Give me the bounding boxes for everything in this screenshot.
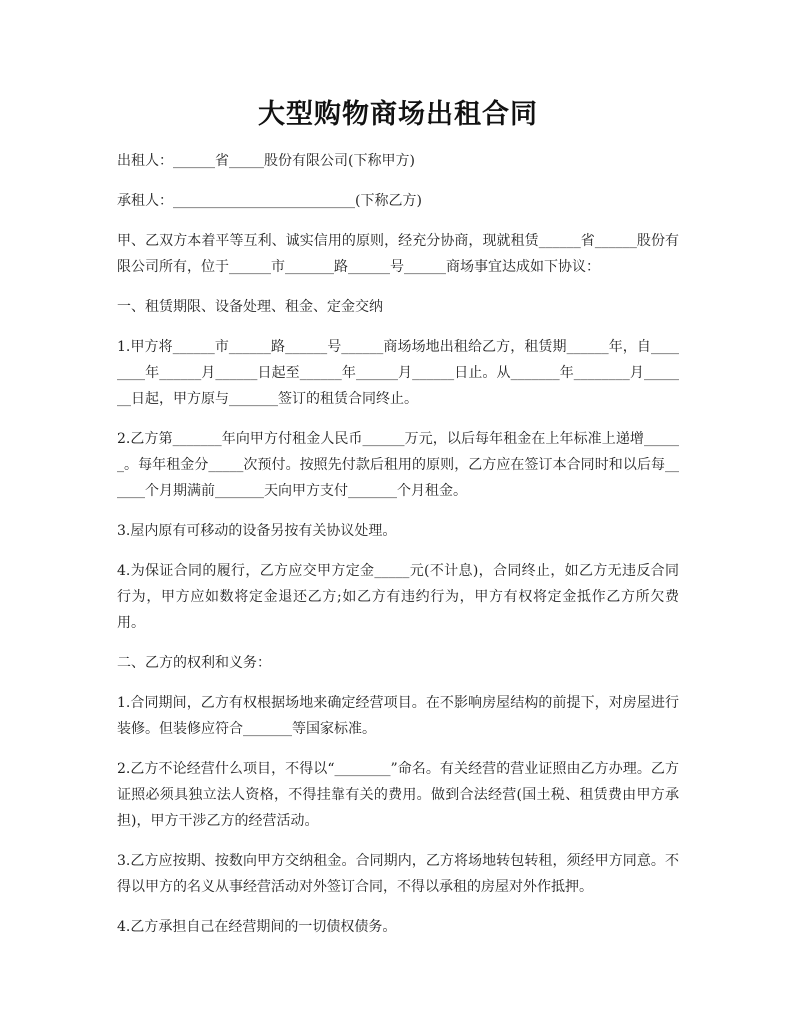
clause-2-1: 1.合同期间，乙方有权根据场地来确定经营项目。在不影响房屋结构的前提下，对房屋进行装修。但装修应符合_______等国家标准。 bbox=[117, 695, 679, 737]
clause-1-4: 4.为保证合同的履行，乙方应交甲方定金_____元(不计息)，合同终止，如乙方无违反合同行为，甲方应如数将定金退还乙方;如乙方有违约行为，甲方有权将定金抵作乙方所欠费用。 bbox=[117, 563, 679, 631]
clause-1-1: 1.甲方将______市______路______号______商场场地出租给乙方，租赁期______年，自________年______月______日起至______年______月______日止。从_______年________月_______日起，甲方原与_______签订的租赁合同终止。 bbox=[117, 339, 679, 407]
clause-2-4: 4.乙方承担自己在经营期间的一切债权债务。 bbox=[117, 919, 397, 935]
clause-2-3: 3.乙方应按期、按数向甲方交纳租金。合同期内，乙方将场地转包转租，须经甲方同意。不得以甲方的名义从事经营活动对外签订合同，不得以承租的房屋对外作抵押。 bbox=[117, 853, 679, 895]
clause-1-2: 2.乙方第_______年向甲方付租金人民币______万元，以后每年租金在上年标准上递增______。每年租金分_____次预付。按照先付款后租用的原则，乙方应在签订本合同时和以后每______个月期满前_______天向甲方支付_______个月租金。 bbox=[117, 431, 679, 499]
preamble-paragraph: 甲、乙双方本着平等互利、诚实信用的原则，经充分协商，现就租赁______省______股份有限公司所有，位于______市_______路______号______商场事宜达成如下协议： bbox=[117, 233, 679, 275]
clause-1-3: 3.屋内原有可移动的设备另按有关协议处理。 bbox=[117, 523, 397, 539]
document-title: 大型购物商场出租合同 bbox=[258, 99, 538, 130]
section-heading-1: 一、租赁期限、设备处理、租金、定金交纳 bbox=[117, 299, 383, 315]
document-body bbox=[117, 148, 679, 954]
section-heading-2: 二、乙方的权利和义务： bbox=[117, 655, 271, 671]
lessee-line: 承租人：__________________________(下称乙方) bbox=[117, 193, 422, 209]
clause-2-2: 2.乙方不论经营什么项目，不得以“________”命名。有关经营的营业证照由乙方办理。乙方证照必须具独立法人资格，不得挂靠有关的费用。做到合法经营(国土税、租赁费由甲方承担)，甲方干涉乙方的经营活动。 bbox=[117, 761, 679, 829]
lessor-line: 出租人：______省_____股份有限公司(下称甲方) bbox=[117, 153, 415, 169]
